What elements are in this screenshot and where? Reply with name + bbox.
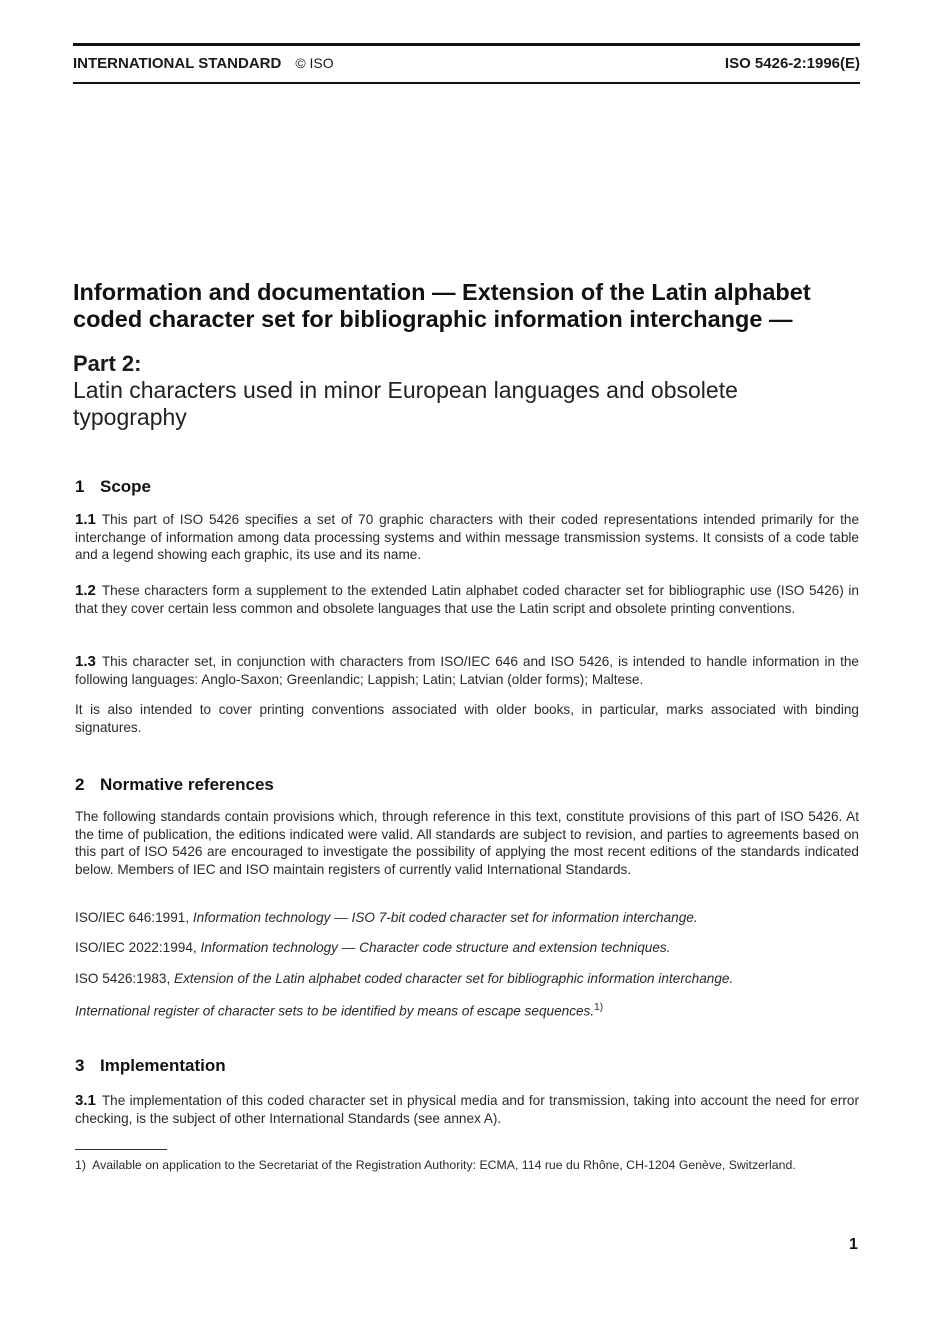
reference-code: ISO/IEC 646:1991, [75, 910, 190, 925]
reference-title: Extension of the Latin alphabet coded character set for bibliographic information interchange. [174, 971, 734, 986]
section-1-heading [75, 477, 151, 497]
section-3-number: 3 [75, 1056, 85, 1075]
clause-1-3-number: 1.3 [75, 653, 96, 670]
title-line-2: coded character set for bibliographic information interchange — [73, 306, 793, 332]
reference-code: ISO 5426:1983, [75, 971, 171, 986]
page-number: 1 [849, 1236, 858, 1253]
part-label: Part 2: [73, 351, 142, 376]
footnote-text: Available on application to the Secretariat of the Registration Authority: ECMA, 114 rue du Rhône, CH-1204 Genève, Switzerland. [92, 1158, 796, 1172]
reference-item [75, 999, 859, 1020]
section-1-number: 1 [75, 477, 85, 496]
reference-title: Information technology — ISO 7-bit coded character set for information interchange. [192, 910, 698, 925]
running-header [73, 55, 860, 75]
clause-3-1-number: 3.1 [75, 1092, 96, 1109]
clause-3-1-text: The implementation of this coded character set in physical media and for transmission, taking into account the need for error checking, is the subject of other International Standards (see annex A). [75, 1093, 859, 1126]
header-standard-type: INTERNATIONAL STANDARD © ISO [73, 55, 334, 72]
header-document-id: ISO 5426-2:1996(E) [724, 55, 860, 72]
section-3-heading [75, 1056, 226, 1076]
footnote-marker: 1) [75, 1158, 86, 1172]
reference-code: ISO/IEC 2022:1994, [75, 940, 197, 955]
part-title: Latin characters used in minor European languages and obsolete typography [73, 377, 738, 430]
clause-1-3-text: This character set, in conjunction with characters from ISO/IEC 646 and ISO 5426, is intended to handle information in the following languages: Anglo-Saxon; Greenlandic; Lappish; Latin; Latvian (older forms); Maltese. [75, 654, 859, 687]
header-bottom-rule [73, 82, 860, 84]
title-line-1: Information and documentation — Extension of the Latin alphabet [73, 279, 811, 305]
header-copyright: © ISO [295, 55, 334, 71]
footnote [75, 1157, 859, 1173]
footnote-reference: 1) [594, 1002, 604, 1013]
document-title [73, 279, 873, 333]
clause-3-1 [75, 1092, 859, 1127]
reference-title: Information technology — Character code structure and extension techniques. [200, 940, 671, 955]
reference-title: International register of character sets to be identified by means of escape sequences. [75, 1003, 595, 1019]
normative-references-intro: The following standards contain provisions which, through reference in this text, constitute provisions of this part of ISO 5426. At the time of publication, the editions indicated were valid. All standards are subject to revision, and parties to agreements based on this part of ISO 5426 are encouraged to investigate the possibility of applying the most recent editions of the standards indicated below. Members of IEC and ISO maintain registers of currently valid International Standards. [75, 809, 859, 877]
clause-1-3-continuation: It is also intended to cover printing conventions associated with older books, in particular, marks associated with binding signatures. [75, 702, 859, 735]
clause-1-3 [75, 653, 859, 688]
reference-item [75, 939, 859, 956]
clause-1-1-text: This part of ISO 5426 specifies a set of 70 graphic characters with their coded representations intended primarily for the interchange of information among data processing systems and within message transmission systems. It consists of a code table and a legend showing each graphic, its use and its name. [75, 512, 859, 562]
section-2-number: 2 [75, 775, 85, 794]
reference-item [75, 970, 859, 987]
clause-1-2-number: 1.2 [75, 582, 96, 599]
clause-1-2-text: These characters form a supplement to the extended Latin alphabet coded character set for bibliographic use (ISO 5426) in that they cover certain less common and obsolete languages that use the Latin script and obsolete printing conventions. [75, 583, 859, 616]
section-2-title: Normative references [100, 775, 274, 794]
reference-item [75, 909, 859, 926]
clause-1-1 [75, 511, 859, 564]
section-3-title: Implementation [100, 1056, 226, 1075]
footnote-rule [75, 1149, 167, 1150]
section-2-heading [75, 775, 274, 795]
clause-1-1-number: 1.1 [75, 511, 96, 528]
header-top-rule [73, 43, 860, 46]
section-1-title: Scope [100, 477, 152, 496]
clause-1-2 [75, 582, 859, 617]
